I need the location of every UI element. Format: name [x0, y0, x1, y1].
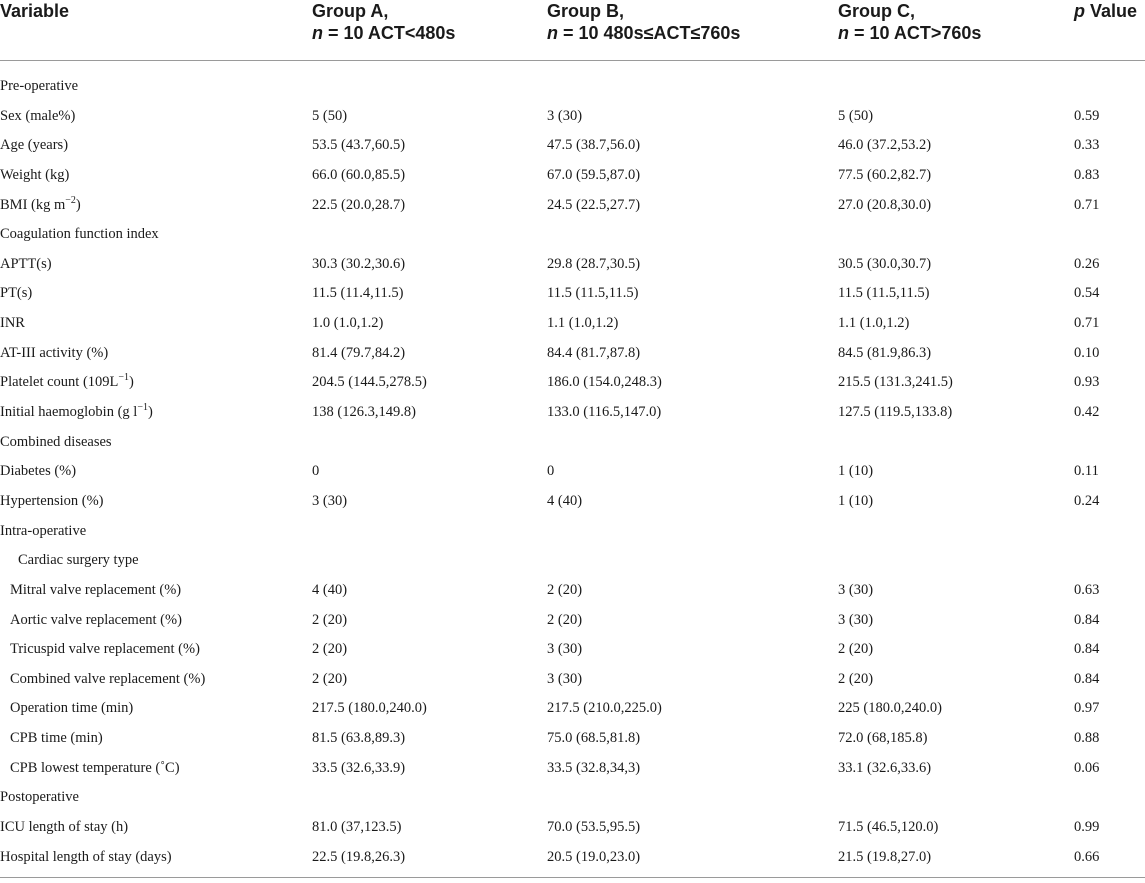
- row-label: [0, 843, 172, 873]
- header-group-a-title: Group A,: [312, 1, 389, 21]
- group-a-value: 0: [312, 463, 320, 480]
- row-label-text: Aortic valve replacement (%): [10, 611, 182, 628]
- header-group-a-n: n: [312, 23, 323, 43]
- table-row: [0, 843, 1145, 873]
- table-row: [0, 487, 1145, 517]
- group-a-value: 1.0 (1.0,1.2): [312, 315, 384, 332]
- table-row: [0, 783, 1145, 813]
- header-group-c-subtitle: [838, 22, 981, 44]
- p-value: 0.71: [1074, 196, 1100, 213]
- group-c-value: 1 (10): [838, 463, 874, 480]
- group-a-value: 53.5 (43.7,60.5): [312, 137, 406, 154]
- group-c-value: 72.0 (68,185.8): [838, 730, 928, 747]
- row-label: [0, 250, 52, 280]
- header-group-c: [838, 0, 981, 44]
- row-label: [0, 457, 76, 487]
- group-a-value: 138 (126.3,149.8): [312, 404, 416, 421]
- row-label-text: Platelet count (109L: [0, 374, 119, 391]
- row-label: [10, 665, 205, 695]
- group-a-value: 217.5 (180.0,240.0): [312, 700, 427, 717]
- row-label: [0, 428, 112, 458]
- row-label-text: CPB lowest temperature (˚C): [10, 759, 180, 776]
- group-c-value: 21.5 (19.8,27.0): [838, 848, 932, 865]
- row-label-text: PT(s): [0, 285, 33, 302]
- row-label-text: Mitral valve replacement (%): [10, 581, 182, 598]
- header-group-a: [312, 0, 455, 44]
- group-a-value: 5 (50): [312, 107, 348, 124]
- header-group-b-title: Group B,: [547, 1, 624, 21]
- group-c-value: 77.5 (60.2,82.7): [838, 166, 932, 183]
- table-row: [0, 517, 1145, 547]
- row-label-text: AT-III activity (%): [0, 344, 109, 361]
- header-group-b-n: n: [547, 23, 558, 43]
- group-a-value: 33.5 (32.6,33.9): [312, 759, 406, 776]
- header-group-b: [547, 0, 740, 44]
- group-a-value: 4 (40): [312, 581, 348, 598]
- p-value: 0.84: [1074, 641, 1100, 658]
- group-b-value: 217.5 (210.0,225.0): [547, 700, 662, 717]
- row-label-text: Coagulation function index: [0, 226, 159, 243]
- row-label: [10, 576, 181, 606]
- p-value: 0.97: [1074, 700, 1100, 717]
- row-label-text: Age (years): [0, 137, 69, 154]
- group-a-value: 204.5 (144.5,278.5): [312, 374, 427, 391]
- row-label-text: Cardiac surgery type: [18, 552, 139, 569]
- group-c-value: 46.0 (37.2,53.2): [838, 137, 932, 154]
- header-group-b-criteria: = 10 480s≤ACT≤760s: [558, 23, 741, 43]
- row-label: [0, 309, 25, 339]
- row-label-text: CPB time (min): [10, 730, 103, 747]
- table-bottom-rule: [0, 877, 1145, 878]
- row-label-suffix: ): [75, 196, 81, 213]
- table-row: [0, 368, 1145, 398]
- table-row: [0, 754, 1145, 784]
- header-group-b-subtitle: [547, 22, 740, 44]
- group-c-value: 5 (50): [838, 107, 874, 124]
- row-label: [10, 754, 180, 784]
- group-c-value: 11.5 (11.5,11.5): [838, 285, 930, 302]
- row-label-superscript: −2: [65, 194, 76, 206]
- p-value: 0.33: [1074, 137, 1100, 154]
- group-b-value: 3 (30): [547, 641, 583, 658]
- row-label-superscript: −1: [137, 402, 148, 414]
- row-label-text: Diabetes (%): [0, 463, 77, 480]
- p-value: 0.06: [1074, 759, 1100, 776]
- row-label: [0, 279, 32, 309]
- p-value: 0.93: [1074, 374, 1100, 391]
- row-label: [0, 813, 128, 843]
- p-value: 0.11: [1074, 463, 1099, 480]
- row-label-text: Hypertension (%): [0, 492, 104, 509]
- row-label: [0, 102, 75, 132]
- table-row: [0, 102, 1145, 132]
- table-row: [0, 279, 1145, 309]
- table-row: [0, 694, 1145, 724]
- table-row: [0, 161, 1145, 191]
- group-a-value: 2 (20): [312, 611, 348, 628]
- row-label: [0, 398, 153, 428]
- table-row: [0, 309, 1145, 339]
- table-row: [0, 546, 1145, 576]
- row-label: [0, 72, 78, 102]
- group-c-value: 71.5 (46.5,120.0): [838, 819, 939, 836]
- group-a-value: 22.5 (19.8,26.3): [312, 848, 406, 865]
- row-label: [0, 339, 108, 369]
- group-b-value: 2 (20): [547, 611, 583, 628]
- row-label: [0, 487, 103, 517]
- group-b-value: 3 (30): [547, 670, 583, 687]
- table-row: [0, 398, 1145, 428]
- table-row: [0, 665, 1145, 695]
- group-c-value: 1 (10): [838, 492, 874, 509]
- table-row: [0, 813, 1145, 843]
- header-p-value: [1074, 0, 1137, 22]
- row-label: [10, 606, 182, 636]
- group-c-value: 2 (20): [838, 641, 874, 658]
- row-label: [0, 191, 81, 221]
- row-label-text: Combined diseases: [0, 433, 112, 450]
- p-value: 0.10: [1074, 344, 1100, 361]
- group-b-value: 4 (40): [547, 492, 583, 509]
- header-group-a-subtitle: [312, 22, 455, 44]
- group-a-value: 3 (30): [312, 492, 348, 509]
- table-header: [0, 0, 1145, 60]
- header-variable-label: Variable: [0, 1, 70, 21]
- p-value: 0.26: [1074, 255, 1100, 272]
- p-value: 0.24: [1074, 492, 1100, 509]
- p-value: 0.66: [1074, 848, 1100, 865]
- row-label-text: Combined valve replacement (%): [10, 670, 206, 687]
- group-a-value: 30.3 (30.2,30.6): [312, 255, 406, 272]
- row-label: [0, 161, 69, 191]
- row-label: [10, 694, 133, 724]
- table-row: [0, 635, 1145, 665]
- table-row: [0, 606, 1145, 636]
- group-b-value: 11.5 (11.5,11.5): [547, 285, 639, 302]
- group-a-value: 22.5 (20.0,28.7): [312, 196, 406, 213]
- row-label: [18, 546, 139, 576]
- row-label-text: Tricuspid valve replacement (%): [10, 641, 200, 658]
- p-value: 0.63: [1074, 581, 1100, 598]
- row-label-text: Operation time (min): [10, 700, 134, 717]
- p-value: 0.84: [1074, 670, 1100, 687]
- p-value: 0.88: [1074, 730, 1100, 747]
- p-value: 0.59: [1074, 107, 1100, 124]
- row-label: [0, 517, 86, 547]
- header-variable: [0, 0, 69, 22]
- group-b-value: 0: [547, 463, 555, 480]
- group-b-value: 75.0 (68.5,81.8): [547, 730, 641, 747]
- table-row: [0, 220, 1145, 250]
- group-c-value: 3 (30): [838, 581, 874, 598]
- group-a-value: 2 (20): [312, 641, 348, 658]
- row-label-text: APTT(s): [0, 255, 52, 272]
- p-value: 0.83: [1074, 166, 1100, 183]
- row-label: [0, 220, 159, 250]
- p-value: 0.84: [1074, 611, 1100, 628]
- group-c-value: 84.5 (81.9,86.3): [838, 344, 932, 361]
- group-c-value: 2 (20): [838, 670, 874, 687]
- header-group-c-criteria: = 10 ACT>760s: [849, 23, 982, 43]
- group-b-value: 24.5 (22.5,27.7): [547, 196, 641, 213]
- group-a-value: 2 (20): [312, 670, 348, 687]
- group-b-value: 29.8 (28.7,30.5): [547, 255, 641, 272]
- row-label-suffix: ): [129, 374, 134, 391]
- group-a-value: 81.5 (63.8,89.3): [312, 730, 406, 747]
- row-label-text: INR: [0, 315, 25, 332]
- group-c-value: 225 (180.0,240.0): [838, 700, 942, 717]
- row-label-suffix: ): [147, 404, 153, 421]
- group-a-value: 11.5 (11.4,11.5): [312, 285, 404, 302]
- group-c-value: 127.5 (119.5,133.8): [838, 404, 953, 421]
- row-label-superscript: −1: [118, 372, 130, 384]
- row-label-text: Initial haemoglobin (g l: [0, 404, 138, 421]
- header-divider: [0, 60, 1145, 61]
- group-b-value: 133.0 (116.5,147.0): [547, 404, 662, 421]
- p-value: 0.54: [1074, 285, 1100, 302]
- row-label-text: Intra-operative: [0, 522, 87, 539]
- table-row: [0, 724, 1145, 754]
- row-label: [0, 131, 68, 161]
- table-row: [0, 131, 1145, 161]
- group-c-value: 30.5 (30.0,30.7): [838, 255, 932, 272]
- group-a-value: 81.0 (37,123.5): [312, 819, 402, 836]
- p-value: 0.71: [1074, 315, 1100, 332]
- row-label-text: Pre-operative: [0, 78, 79, 94]
- header-group-c-title: Group C,: [838, 1, 915, 21]
- header-p-letter: p: [1074, 1, 1085, 21]
- row-label-text: BMI (kg m: [0, 196, 66, 213]
- group-b-value: 20.5 (19.0,23.0): [547, 848, 641, 865]
- p-value: 0.99: [1074, 819, 1100, 836]
- group-b-value: 2 (20): [547, 581, 583, 598]
- row-label-text: Sex (male%): [0, 107, 76, 124]
- group-a-value: 66.0 (60.0,85.5): [312, 166, 406, 183]
- row-label-text: Hospital length of stay (days): [0, 848, 172, 865]
- row-label-text: Postoperative: [0, 789, 79, 806]
- row-label: [0, 368, 134, 398]
- group-c-value: 27.0 (20.8,30.0): [838, 196, 932, 213]
- row-label: [0, 783, 79, 813]
- group-c-value: 1.1 (1.0,1.2): [838, 315, 910, 332]
- table-row: [0, 428, 1145, 458]
- group-c-value: 3 (30): [838, 611, 874, 628]
- table-row: [0, 576, 1145, 606]
- group-b-value: 1.1 (1.0,1.2): [547, 315, 619, 332]
- header-group-c-n: n: [838, 23, 849, 43]
- header-p-value-label: Value: [1085, 1, 1138, 21]
- table-row: [0, 250, 1145, 280]
- row-label-text: ICU length of stay (h): [0, 819, 129, 836]
- p-value: 0.42: [1074, 404, 1100, 421]
- group-b-value: 3 (30): [547, 107, 583, 124]
- group-b-value: 84.4 (81.7,87.8): [547, 344, 641, 361]
- group-b-value: 67.0 (59.5,87.0): [547, 166, 641, 183]
- group-b-value: 47.5 (38.7,56.0): [547, 137, 641, 154]
- group-b-value: 186.0 (154.0,248.3): [547, 374, 662, 391]
- table-row: [0, 339, 1145, 369]
- header-group-a-criteria: = 10 ACT<480s: [323, 23, 456, 43]
- table-row: [0, 191, 1145, 221]
- group-b-value: 33.5 (32.8,34,3): [547, 759, 641, 776]
- group-c-value: 33.1 (32.6,33.6): [838, 759, 932, 776]
- group-a-value: 81.4 (79.7,84.2): [312, 344, 406, 361]
- table-row: [0, 72, 1145, 102]
- row-label: [10, 635, 200, 665]
- row-label-text: Weight (kg): [0, 166, 70, 183]
- group-c-value: 215.5 (131.3,241.5): [838, 374, 953, 391]
- table-row: [0, 457, 1145, 487]
- group-b-value: 70.0 (53.5,95.5): [547, 819, 641, 836]
- table-body: [0, 72, 1145, 872]
- row-label: [10, 724, 103, 754]
